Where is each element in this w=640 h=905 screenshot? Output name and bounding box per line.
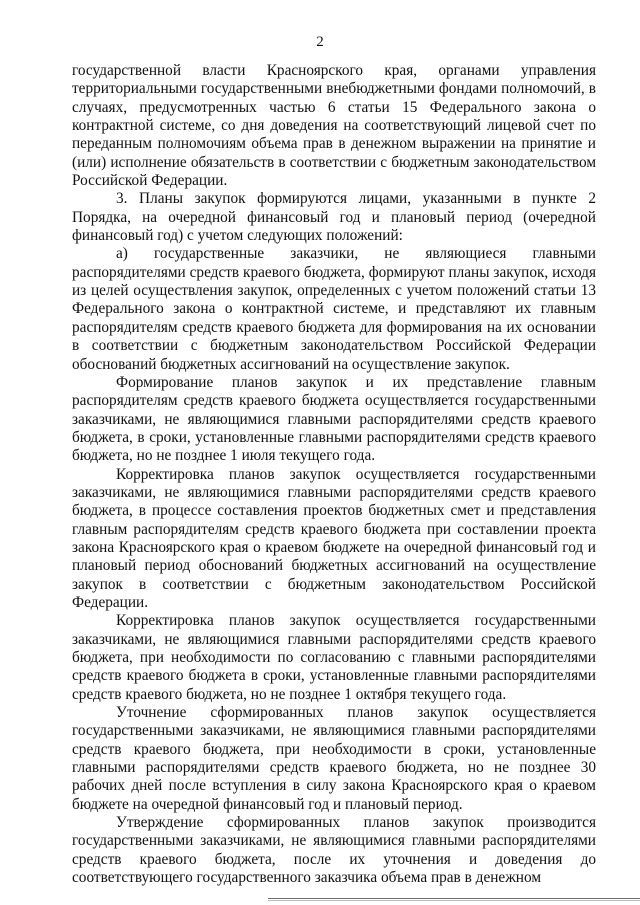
paragraph-plan-correction-2: Корректировка планов закупок осуществляется государственными заказчиками, не являющимися главными распорядителями средств краевого бюджета, при необходимости по согласованию с главными распорядителями средств краевого бюджета в сроки, установленные главными распорядителями средств краевого бюджета, но не позднее 1 октября текущего года. xyxy=(72,612,596,703)
paragraph-plan-formation: Формирование планов закупок и их представление главным распорядителям средств краевого бюджета осуществляется государственными заказчиками, не являющимися главными распорядителями средств краевого бюджета, в сроки, установленные главными распорядителями средств краевого бюджета, но не позднее 1 июля текущего года. xyxy=(72,373,596,465)
paragraph-plan-correction-1: Корректировка планов закупок осуществляется государственными заказчиками, не являющимися главными распорядителями средств краевого бюджета, в процессе составления проектов бюджетных смет и представления главным распорядителям средств краевого бюджета при составлении проекта закона Красноярского края о краевом бюджете на очередной финансовый год и плановый период обоснований бюджетных ассигнований на осуществление закупок в соответствии с бюджетным законодательством Российской Федерации. xyxy=(72,465,596,611)
paragraph-plan-refinement: Уточнение сформированных планов закупок осуществляется государственными заказчиками, не являющимися главными распорядителями средств краевого бюджета, при необходимости в сроки, установленные главными распорядителями средств краевого бюджета, но не позднее 30 рабочих дней после вступления в силу закона Красноярского края о краевом бюджете на очередной финансовый год и плановый период. xyxy=(72,704,596,813)
paragraph-subitem-a: а) государственные заказчики, не являющиеся главными распорядителями средств краевого бюджета, формируют планы закупок, исходя из целей осуществления закупок, определенных с учетом положений статьи 13 Федерального закона о контрактной системе, и представляют их главным распорядителям средств краевого бюджета для формирования на их основании в соответствии с бюджетным законодательством Российской Федерации обоснований бюджетных ассигнований на осуществление закупок. xyxy=(72,245,596,373)
document-body xyxy=(72,62,596,887)
page-number: 2 xyxy=(316,34,324,50)
paragraph-item-3: 3. Планы закупок формируются лицами, указанными в пункте 2 Порядка, на очередной финансовый год и плановый период (очередной финансовый год) с учетом следующих положений: xyxy=(72,190,596,245)
scan-edge-line-faint xyxy=(268,900,640,901)
paragraph-plan-approval: Утверждение сформированных планов закупок производится государственными заказчиками, не являющимися главными распорядителями средств краевого бюджета, после их уточнения и доведения до соответствующего государственного заказчика объема прав в денежном xyxy=(72,814,596,887)
scan-edge-line xyxy=(268,898,640,899)
paragraph-continuation: государственной власти Красноярского края, органами управления территориальными государственными внебюджетными фондами полномочий, в случаях, предусмотренных частью 6 статьи 15 Федерального закона о контрактной системе, со дня доведения на соответствующий лицевой счет по переданным полномочиям объема прав в денежном выражении на принятие и (или) исполнение обязательств в соответствии с бюджетным законодательством Российской Федерации. xyxy=(72,62,596,190)
